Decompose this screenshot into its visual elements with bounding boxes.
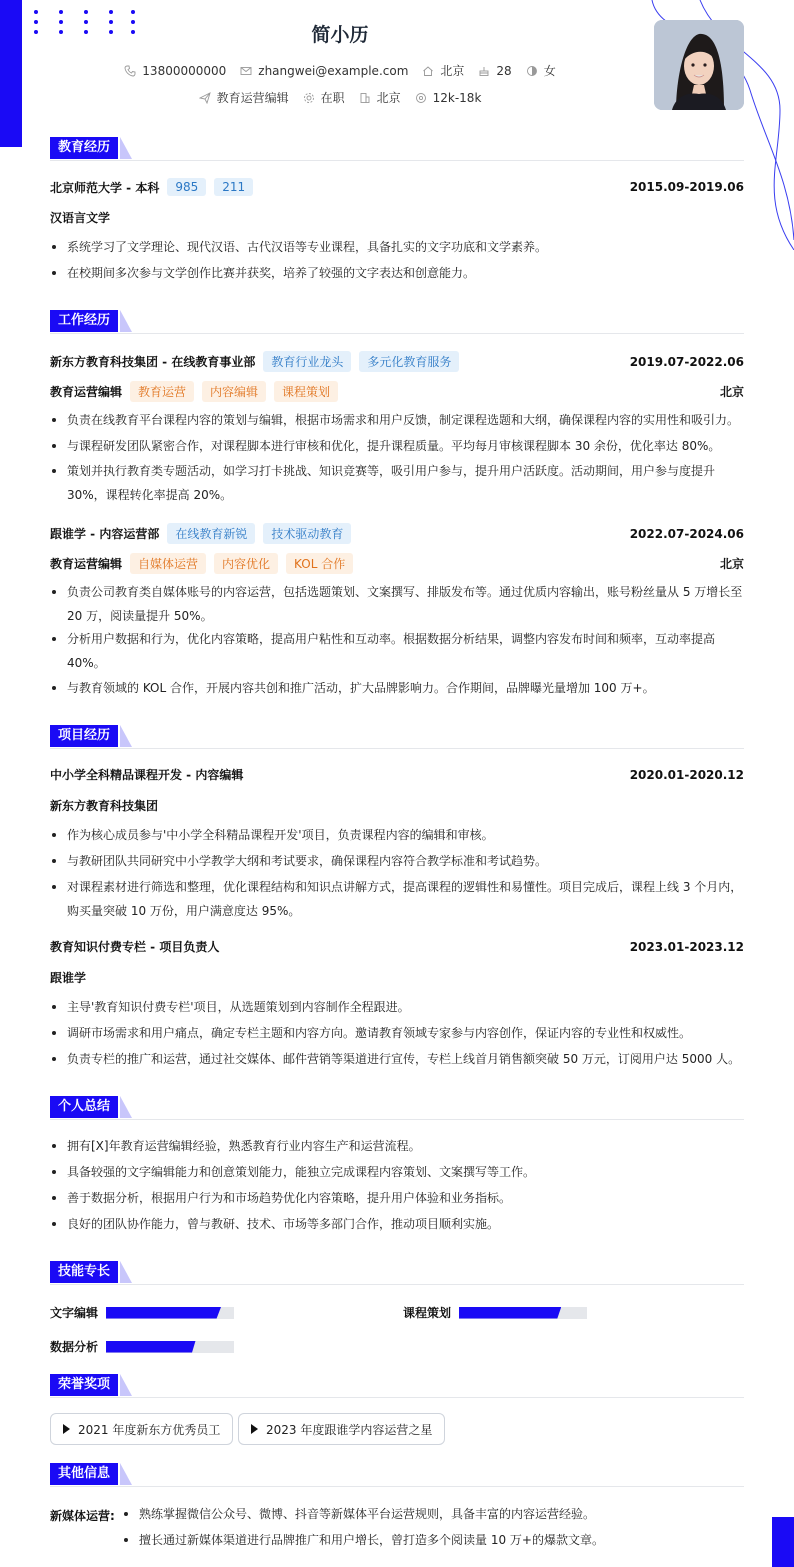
portrait-image — [654, 20, 744, 110]
project-date: 2023.01-2023.12 — [629, 939, 744, 954]
list-item: 与课程研发团队紧密合作，对课程脚本进行审核和优化，提升课程质量。平均每月审核课程脚本 30 余份，优化率达 80%。 — [50, 434, 744, 458]
phone-item — [124, 64, 226, 78]
list-item: 良好的团队协作能力，曾与教研、技术、市场等多部门合作，推动项目顺利实施。 — [50, 1212, 744, 1236]
list-item: 主导'教育知识付费专栏'项目，从选题策划到内容制作全程跟进。 — [50, 995, 744, 1019]
skill-bar — [459, 1307, 587, 1319]
list-item: 负责专栏的推广和运营，通过社交媒体、邮件营销等渠道进行宣传，专栏上线首月销售额突破 50 万元，订阅用户达 5000 人。 — [50, 1047, 744, 1071]
resume-name: 简小历 — [311, 24, 369, 46]
target-city-text: 北京 — [376, 91, 401, 105]
salary-text: 12k-18k — [432, 90, 482, 105]
skill-item — [403, 1304, 587, 1321]
age-text: 28 — [496, 63, 512, 78]
skill-bar — [106, 1341, 234, 1353]
role-tag: 内容优化 — [214, 553, 278, 574]
list-item: 善于数据分析，根据用户行为和市场趋势优化内容策略，提升用户体验和业务指标。 — [50, 1186, 744, 1210]
company-name: 新东方教育科技集团 - 在线教育事业部 — [50, 355, 256, 369]
education-section-title — [50, 137, 744, 161]
target-job-item — [199, 89, 289, 106]
gender-text: 女 — [543, 64, 556, 78]
role-tag: 内容编辑 — [202, 381, 266, 402]
company-tag: 多元化教育服务 — [359, 351, 459, 372]
location-item — [422, 62, 464, 79]
honors-title: 荣誉奖项 — [50, 1374, 118, 1396]
send-icon — [199, 92, 211, 104]
award-text: 2023 年度跟谁学内容运营之星 — [266, 1422, 433, 1437]
work-date: 2019.07-2022.06 — [629, 354, 744, 369]
skill-name: 数据分析 — [50, 1340, 99, 1354]
work-title: 工作经历 — [50, 310, 118, 332]
list-item: 擅长通过新媒体渠道进行品牌推广和用户增长，曾打造多个阅读量 10 万+的爆款文章。 — [122, 1528, 762, 1552]
skills-section-title — [50, 1261, 744, 1285]
work-header-row — [50, 523, 744, 544]
role-name: 教育运营编辑 — [50, 385, 123, 399]
play-icon — [251, 1424, 258, 1434]
projects-section-title — [50, 725, 744, 749]
award-text: 2021 年度新东方优秀员工 — [78, 1422, 221, 1437]
project-org: 新东方教育科技集团 — [50, 799, 159, 813]
list-item: 拥有[X]年教育运营编辑经验，熟悉教育行业内容生产和运营流程。 — [50, 1134, 744, 1158]
profile-photo — [654, 20, 744, 110]
gender-item — [526, 62, 556, 79]
other-section-title — [50, 1463, 744, 1487]
school-tag: 211 — [214, 178, 253, 196]
project-name: 中小学全科精品课程开发 - 内容编辑 — [50, 768, 244, 782]
status-item — [303, 89, 345, 106]
project-header-row — [50, 766, 744, 783]
list-item: 调研市场需求和用户痛点，确定专栏主题和内容方向。邀请教育领域专家参与内容创作，保证内容的专业性和权威性。 — [50, 1021, 744, 1045]
work-role-row — [50, 381, 744, 402]
work-city: 北京 — [719, 557, 744, 571]
mail-icon — [240, 65, 252, 77]
corner-accent-block — [772, 1517, 794, 1567]
list-item: 在校期间多次参与文学创作比赛并获奖，培养了较强的文字表达和创意能力。 — [50, 261, 744, 285]
project-org: 跟谁学 — [50, 971, 87, 985]
skill-item — [50, 1304, 234, 1321]
summary-section-title — [50, 1096, 744, 1120]
skill-name: 文字编辑 — [50, 1306, 99, 1320]
skill-bar-fill — [106, 1307, 221, 1319]
skill-item — [50, 1338, 234, 1355]
home-icon — [422, 65, 434, 77]
list-item: 对课程素材进行筛选和整理，优化课程结构和知识点讲解方式，提高课程的逻辑性和易懂性。项目完成后，课程上线 3 个月内，购买量突破 10 万份，用户满意度达 95%。 — [50, 875, 744, 923]
list-item: 负责在线教育平台课程内容的策划与编辑，根据市场需求和用户反馈，制定课程选题和大纲，确保课程内容的实用性和吸引力。 — [50, 408, 744, 432]
role-tag: KOL 合作 — [286, 553, 353, 574]
play-icon — [63, 1424, 70, 1434]
list-item: 策划并执行教育类专题活动，如学习打卡挑战、知识竞赛等，吸引用户参与，提升用户活跃度。活动期间，用户参与度提升 30%，课程转化率提高 20%。 — [50, 459, 744, 507]
other-label: 新媒体运营: — [50, 1509, 115, 1523]
company-name: 跟谁学 - 内容运营部 — [50, 527, 160, 541]
skill-bar — [106, 1307, 234, 1319]
award-badge — [238, 1413, 445, 1445]
company-tag: 教育行业龙头 — [263, 351, 351, 372]
project-name: 教育知识付费专栏 - 项目负责人 — [50, 940, 220, 954]
major: 汉语言文学 — [50, 211, 111, 225]
projects-title: 项目经历 — [50, 725, 118, 747]
school-tag: 985 — [167, 178, 206, 196]
job-intent-row — [0, 89, 680, 106]
list-item: 负责公司教育类自媒体账号的内容运营，包括选题策划、文案撰写、排版发布等。通过优质内容输出，账号粉丝量从 5 万增长至 20 万，阅读量提升 50%。 — [50, 580, 744, 628]
salary-item — [415, 91, 482, 105]
target-city-item — [359, 89, 401, 106]
school-name: 北京师范大学 - 本科 — [50, 180, 160, 195]
work-city: 北京 — [719, 385, 744, 399]
role-name: 教育运营编辑 — [50, 557, 123, 571]
contact-row — [0, 62, 680, 79]
target-job-text: 教育运营编辑 — [216, 91, 289, 105]
coin-icon — [415, 92, 427, 104]
email-item — [240, 64, 408, 78]
list-item: 作为核心成员参与'中小学全科精品课程开发'项目，负责课程内容的编辑和审核。 — [50, 823, 744, 847]
gear-icon — [303, 92, 315, 104]
phone-icon — [124, 65, 136, 77]
list-item: 熟练掌握微信公众号、微博、抖音等新媒体平台运营规则，具备丰富的内容运营经验。 — [122, 1502, 762, 1526]
building-icon — [359, 92, 371, 104]
honors-section-title — [50, 1374, 744, 1398]
status-text: 在职 — [320, 91, 345, 105]
work-date: 2022.07-2024.06 — [629, 526, 744, 541]
award-badge — [50, 1413, 233, 1445]
list-item: 分析用户数据和行为，优化内容策略，提高用户粘性和互动率。根据数据分析结果，调整内容发布时间和频率，互动率提高 40%。 — [50, 627, 744, 675]
project-date: 2020.01-2020.12 — [629, 767, 744, 782]
list-item: 与教育领域的 KOL 合作，开展内容共创和推广活动，扩大品牌影响力。合作期间，品牌曝光量增加 100 万+。 — [50, 676, 744, 700]
gender-icon — [526, 65, 538, 77]
work-role-row — [50, 553, 744, 574]
company-tag: 在线教育新锐 — [167, 523, 255, 544]
other-title: 其他信息 — [50, 1463, 118, 1485]
work-section-title — [50, 310, 744, 334]
list-item: 系统学习了文学理论、现代汉语、古代汉语等专业课程，具备扎实的文字功底和文学素养。 — [50, 235, 744, 259]
email-text: zhangwei@example.com — [258, 63, 409, 78]
age-item — [478, 64, 511, 78]
company-tag: 技术驱动教育 — [263, 523, 351, 544]
cake-icon — [478, 65, 490, 77]
education-title: 教育经历 — [50, 137, 118, 159]
role-tag: 课程策划 — [274, 381, 338, 402]
list-item: 与教研团队共同研究中小学教学大纲和考试要求，确保课程内容符合教学标准和考试趋势。 — [50, 849, 744, 873]
role-tag: 教育运营 — [130, 381, 194, 402]
skill-name: 课程策划 — [403, 1306, 452, 1320]
skill-bar-fill — [459, 1307, 561, 1319]
list-item: 具备较强的文字编辑能力和创意策划能力，能独立完成课程内容策划、文案撰写等工作。 — [50, 1160, 744, 1184]
phone-text: 13800000000 — [142, 63, 227, 78]
location-text: 北京 — [440, 64, 465, 78]
project-header-row — [50, 938, 744, 955]
education-date: 2015.09-2019.06 — [629, 180, 744, 194]
education-header-row — [50, 178, 744, 196]
skill-bar-fill — [106, 1341, 196, 1353]
skills-title: 技能专长 — [50, 1261, 118, 1283]
role-tag: 自媒体运营 — [130, 553, 206, 574]
work-header-row — [50, 351, 744, 372]
summary-title: 个人总结 — [50, 1096, 118, 1118]
